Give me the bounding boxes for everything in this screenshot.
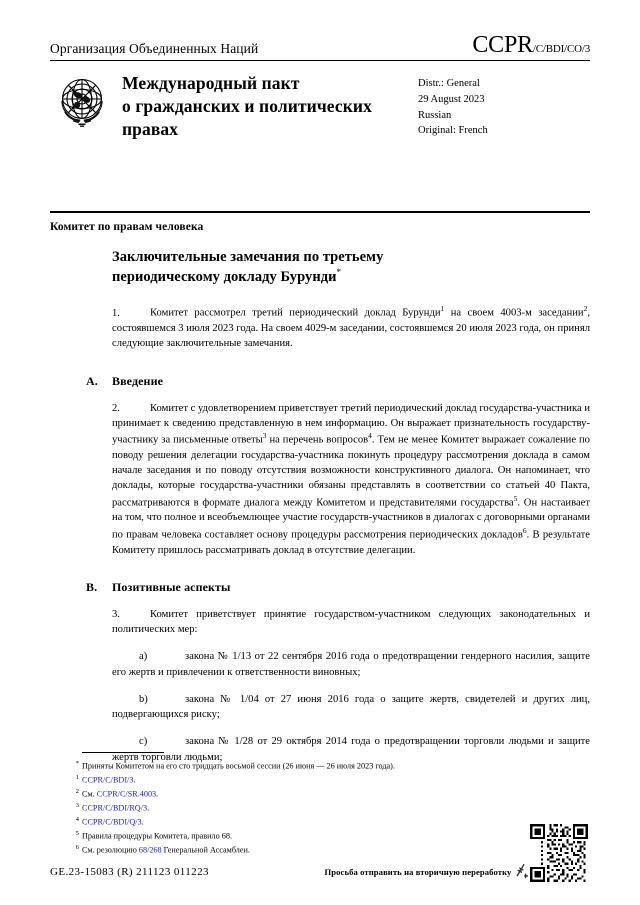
recycle-text: Просьба отправить на вторичную переработку	[324, 867, 512, 877]
section-divider	[50, 211, 590, 213]
section-b-heading	[86, 580, 590, 595]
paragraph-2-part-5: . В результате Комитету пришлось рассматривать доклад в отсутствие делегации.	[112, 529, 590, 556]
footnote-link[interactable]: CCPR/C/BDI/3	[82, 775, 134, 785]
paragraph-2-footnote-5: 5	[513, 493, 518, 503]
footnote-link[interactable]: CCPR/C/BDI/Q/3	[82, 817, 142, 827]
list-item-text-b: закона № 1/04 от 27 июня 2016 года о защите жертв, свидетелей и других лиц, подвергающихся риску;	[112, 693, 590, 721]
committee-name: Комитет по правам человека	[50, 221, 204, 233]
footnote-link[interactable]: CCPR/C/BDI/RQ/3	[82, 803, 148, 813]
un-emblem-icon	[50, 73, 114, 135]
list-item-letter-b: b)	[139, 693, 148, 705]
masthead	[50, 0, 590, 141]
paragraph-2-part-1: Комитет с удовлетворением приветствует третий периодический доклад государства-участника и принимает к сведению представленную в нем информацию. Он выражает признательность государству-участнику за письменные ответы	[112, 402, 590, 446]
footnote	[50, 815, 480, 829]
footnote-separator	[82, 752, 164, 753]
paragraph-2-footnote-6: 6	[522, 525, 527, 535]
footnote-marker: *	[75, 760, 79, 767]
paragraph-1-footnote-1: 1	[440, 304, 445, 314]
section-b-title: Позитивные аспекты	[112, 579, 231, 594]
footnote	[50, 759, 480, 773]
list-item-letter-c: c)	[139, 736, 148, 748]
footnote-text: Генеральной Ассамблеи.	[161, 845, 250, 855]
paragraph-3	[112, 607, 590, 638]
footnote	[50, 787, 480, 801]
footnote	[50, 843, 480, 857]
paragraph-1-footnote-2: 2	[583, 304, 588, 314]
distribution-type: Distr.: General	[418, 78, 480, 89]
paragraph-3-text: Комитет приветствует принятие государством-участником следующих законодательных и политических мер:	[112, 608, 590, 636]
page-title-line-2: периодическому докладу Бурунди	[112, 269, 337, 286]
paragraph-2-part-3: . Тем не менее Комитет выражает сожаление по поводу решения делегации государства-участника покинуть процедуру рассмотрения доклада в самом начале заседания и по поводу отсутствия возможности конструктивного диалога. Он напоминает, что доклады, которые государства-участники обязаны представлять в соответствии со статьей 40 Пакта, рассматриваются в формате диалога между Комитетом и представителями государства	[112, 434, 590, 509]
section-a-heading	[86, 374, 590, 389]
footnote-marker: 5	[75, 830, 79, 838]
footnote	[50, 773, 480, 787]
footnote-text: Правила процедуры Комитета, правило 68.	[82, 831, 233, 841]
footnote-text: .	[141, 817, 144, 827]
footnote-link[interactable]: CCPR/C/SR.4003	[96, 789, 157, 799]
paragraph-1	[112, 304, 590, 351]
masthead-top-row	[50, 33, 590, 60]
footnote-marker: 3	[75, 802, 79, 810]
covenant-title-line-2: о гражданских и политических	[122, 96, 372, 117]
footnote	[50, 829, 480, 843]
list-item	[112, 692, 590, 723]
organization-name: Организация Объединенных Наций	[50, 41, 259, 57]
paragraph-1-number: 1.	[112, 307, 120, 319]
footnote-marker: 1	[75, 774, 79, 782]
footnote-text: См.	[82, 789, 97, 799]
section-b-letter: B.	[86, 579, 98, 594]
covenant-title-line-1: Международный пакт	[122, 73, 300, 93]
paragraph-2-footnote-4: 4	[368, 431, 372, 441]
distribution-block	[414, 71, 590, 139]
page-footer	[50, 862, 590, 882]
list-item-text-c: закона № 1/28 от 29 октября 2014 года о предотвращении торговли людьми и защите жертв торговли людьми;	[112, 736, 590, 763]
footnote	[50, 801, 480, 815]
footnote-marker: 6	[75, 844, 79, 852]
paragraph-2-number: 2.	[112, 402, 120, 414]
section-a-title: Введение	[112, 373, 164, 388]
footnote-text: Приняты Комитетом на его сто тридцать восьмой сессии (26 июня — 26 июля 2023 года).	[82, 761, 395, 771]
footnote-marker: 4	[75, 816, 79, 824]
paragraph-2-footnote-3: 3	[262, 431, 267, 441]
page-title-footnote-marker: *	[336, 267, 342, 278]
masthead-body-row	[50, 61, 590, 141]
footnote-text: См. резолюцию	[82, 845, 139, 855]
document-symbol	[472, 33, 590, 57]
paragraph-1-text-pre: Комитет рассмотрел третий периодический доклад Бурунди	[150, 307, 441, 319]
page-title	[112, 248, 590, 287]
list-item	[112, 649, 590, 680]
footnote-text: .	[147, 803, 150, 813]
distribution-original: Original: French	[418, 125, 488, 137]
list-item-text-a: закона № 1/13 от 22 сентября 2016 года о предотвращении гендерного насилия, защите его жертв и привлечении к ответственности виновных;	[112, 651, 590, 678]
footnote-text: .	[156, 789, 159, 799]
footnote-area	[50, 752, 480, 857]
footnote-text: .	[133, 775, 136, 785]
paragraph-2	[112, 401, 590, 558]
covenant-title	[114, 71, 414, 141]
paragraph-1-text-post: , состоявшемся 3 июля 2023 года. На своем 4029-м заседании, состоявшемся 20 июля 2023 года, он принял следующие заключительные замечания.	[112, 307, 591, 350]
paragraph-2-part-4: . Он настаивает на том, что полное и всеобъемлющее участие государств-участников в диалогах с договорными органами по правам человека составляет основу процедуры рассмотрения периодических докладов	[112, 497, 590, 541]
covenant-title-line-3: правах	[122, 119, 179, 140]
paragraph-1-text-mid: на своем 4003-м заседании	[444, 307, 584, 319]
document-symbol-main: CCPR	[472, 32, 533, 58]
section-a-letter: A.	[86, 373, 98, 388]
footnote-list	[50, 759, 480, 857]
paragraph-2-part-2: на перечень вопросов	[266, 434, 369, 446]
qr-code	[528, 822, 590, 884]
document-symbol-sub: /C/BDI/CO/3	[532, 43, 590, 55]
footnote-link[interactable]: 68/268	[138, 845, 162, 855]
page-title-line-1: Заключительные замечания по третьему	[112, 249, 384, 265]
distribution-language: Russian	[418, 109, 452, 121]
list-item-letter-a: a)	[139, 651, 148, 663]
document-body	[50, 248, 590, 765]
paragraph-3-number: 3.	[112, 608, 120, 620]
distribution-date: 29 August 2023	[418, 93, 485, 105]
footnote-marker: 2	[75, 788, 79, 796]
ge-document-code: GE.23-15083 (R) 211123 011223	[50, 866, 209, 878]
